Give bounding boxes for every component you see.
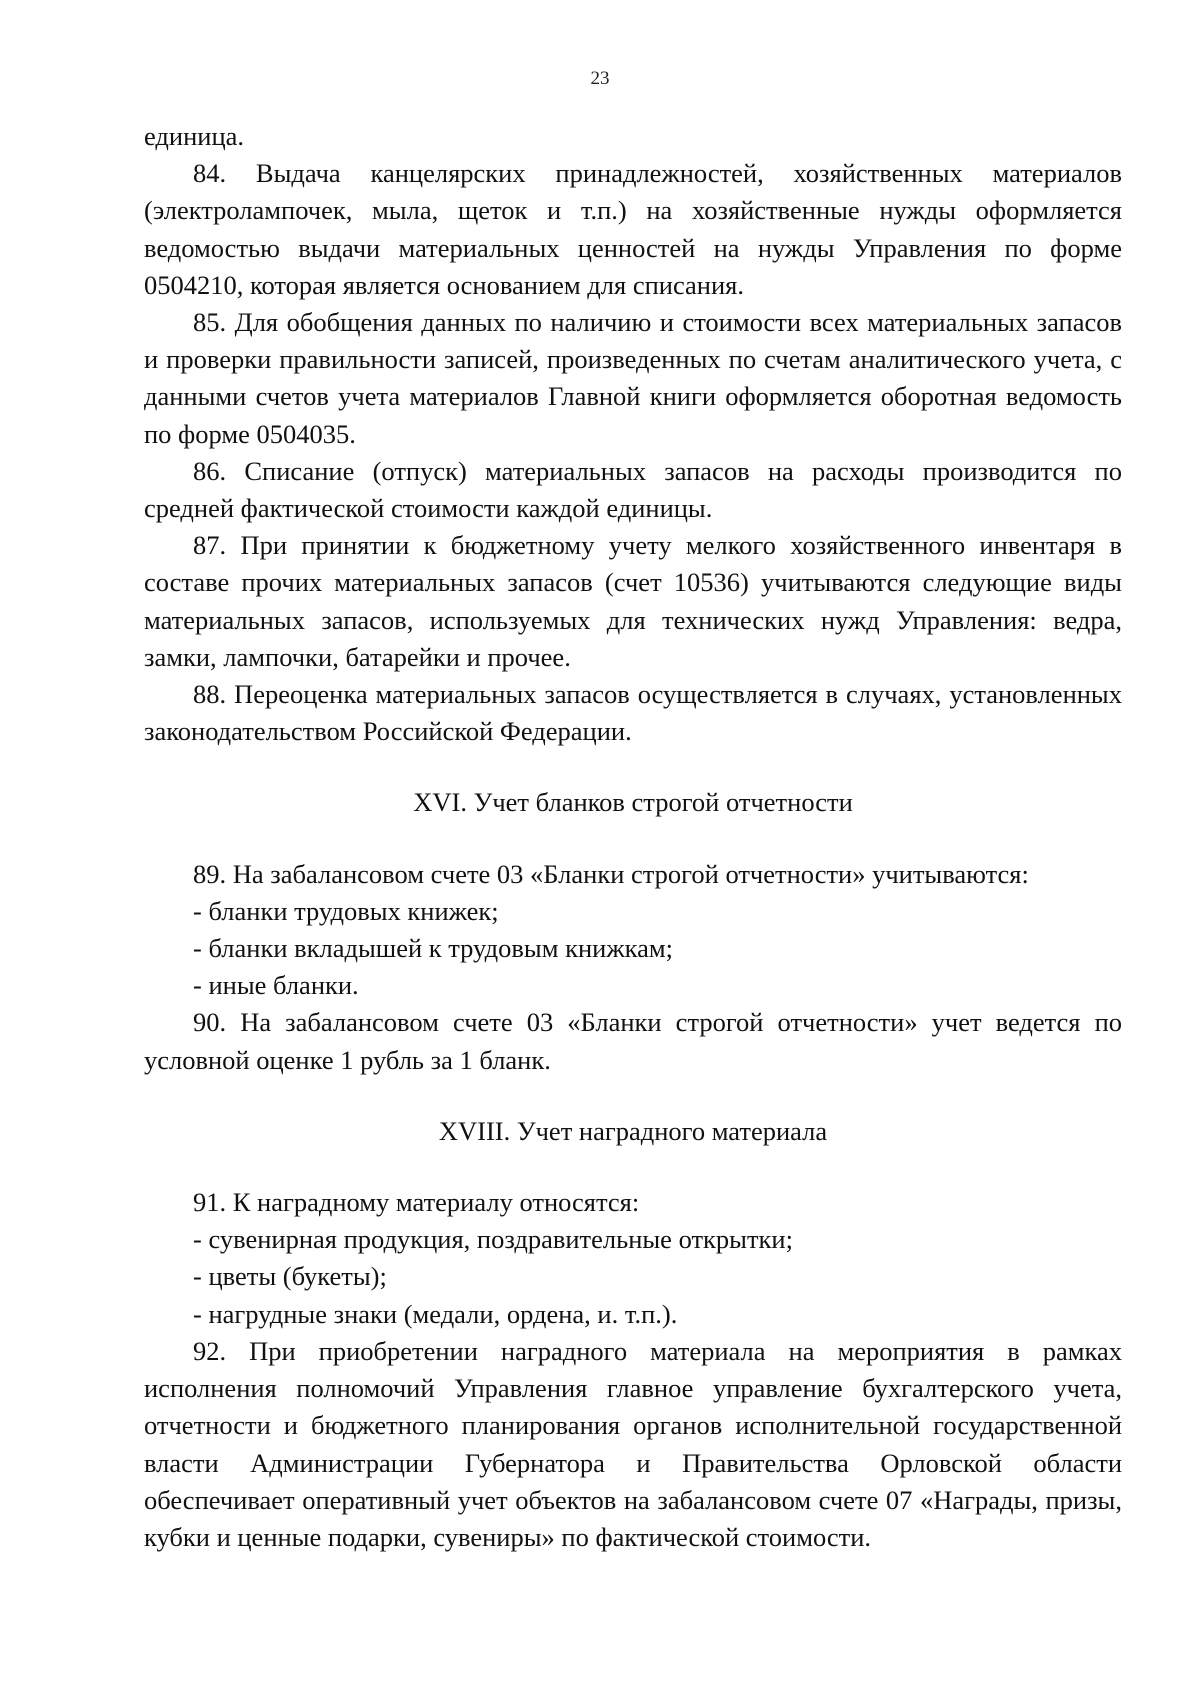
list-item: - сувенирная продукция, поздравительные открытки; [193, 1224, 793, 1255]
section-heading-xvi: XVI. Учет бланков строгой отчетности [413, 787, 853, 818]
paragraph-84: 84. Выдача канцелярских принадлежностей, хозяйственных материалов (электролампочек, мыла, щеток и т.п.) на хозяйственные нужды оформляется ведомостью выдачи материальных ценностей на нужды Управления по форме 0504210, которая является основанием для списания. [144, 158, 1122, 300]
list-item: - бланки трудовых книжек; [193, 895, 499, 926]
page-number: 23 [590, 68, 610, 89]
paragraph-89: 89. На забалансовом счете 03 «Бланки строгой отчетности» учитываются: [193, 858, 1029, 889]
paragraph-85: 85. Для обобщения данных по наличию и стоимости всех материальных запасов и проверки правильности записей, произведенных по счетам аналитического учета, с данными счетов учета материалов Главной книги оформляется оборотная ведомость по форме 0504035. [144, 307, 1122, 449]
paragraph-92: 92. При приобретении наградного материала на мероприятия в рамках исполнения полномочий Управления главное управление бухгалтерского учета, отчетности и бюджетного планирования органов исполнительной государственной власти Администрации Губернатора и Правительства Орловской области обеспечивает оперативный учет объектов на забалансовом счете 07 «Награды, призы, кубки и ценные подарки, сувениры» по фактической стоимости. [144, 1335, 1122, 1552]
paragraph-88: 88. Переоценка материальных запасов осуществляется в случаях, установленных законодательством Российской Федерации. [144, 679, 1122, 747]
paragraph-87: 87. При принятии к бюджетному учету мелкого хозяйственного инвентаря в составе прочих материальных запасов (счет 10536) учитываются следующие виды материальных запасов, используемых для технических нужд Управления: ведра, замки, лампочки, батарейки и прочее. [144, 530, 1122, 672]
paragraph-91: 91. К наградному материалу относятся: [193, 1187, 640, 1218]
paragraph-86: 86. Списание (отпуск) материальных запасов на расходы производится по средней фактической стоимости каждой единицы. [144, 455, 1122, 524]
list-item: - нагрудные знаки (медали, ордена, и. т.п.). [193, 1298, 678, 1329]
section-heading-xviii: XVIII. Учет наградного материала [438, 1115, 828, 1146]
paragraph-continuation: единица. [144, 121, 245, 151]
list-item: - бланки вкладышей к трудовым книжкам; [193, 933, 674, 964]
list-item: - иные бланки. [193, 970, 359, 1001]
list-item: - цветы (букеты); [193, 1261, 387, 1292]
paragraph-90: 90. На забалансовом счете 03 «Бланки строгой отчетности» учет ведется по условной оценке 1 рубль за 1 бланк. [144, 1007, 1122, 1075]
document-body [144, 118, 1122, 1556]
